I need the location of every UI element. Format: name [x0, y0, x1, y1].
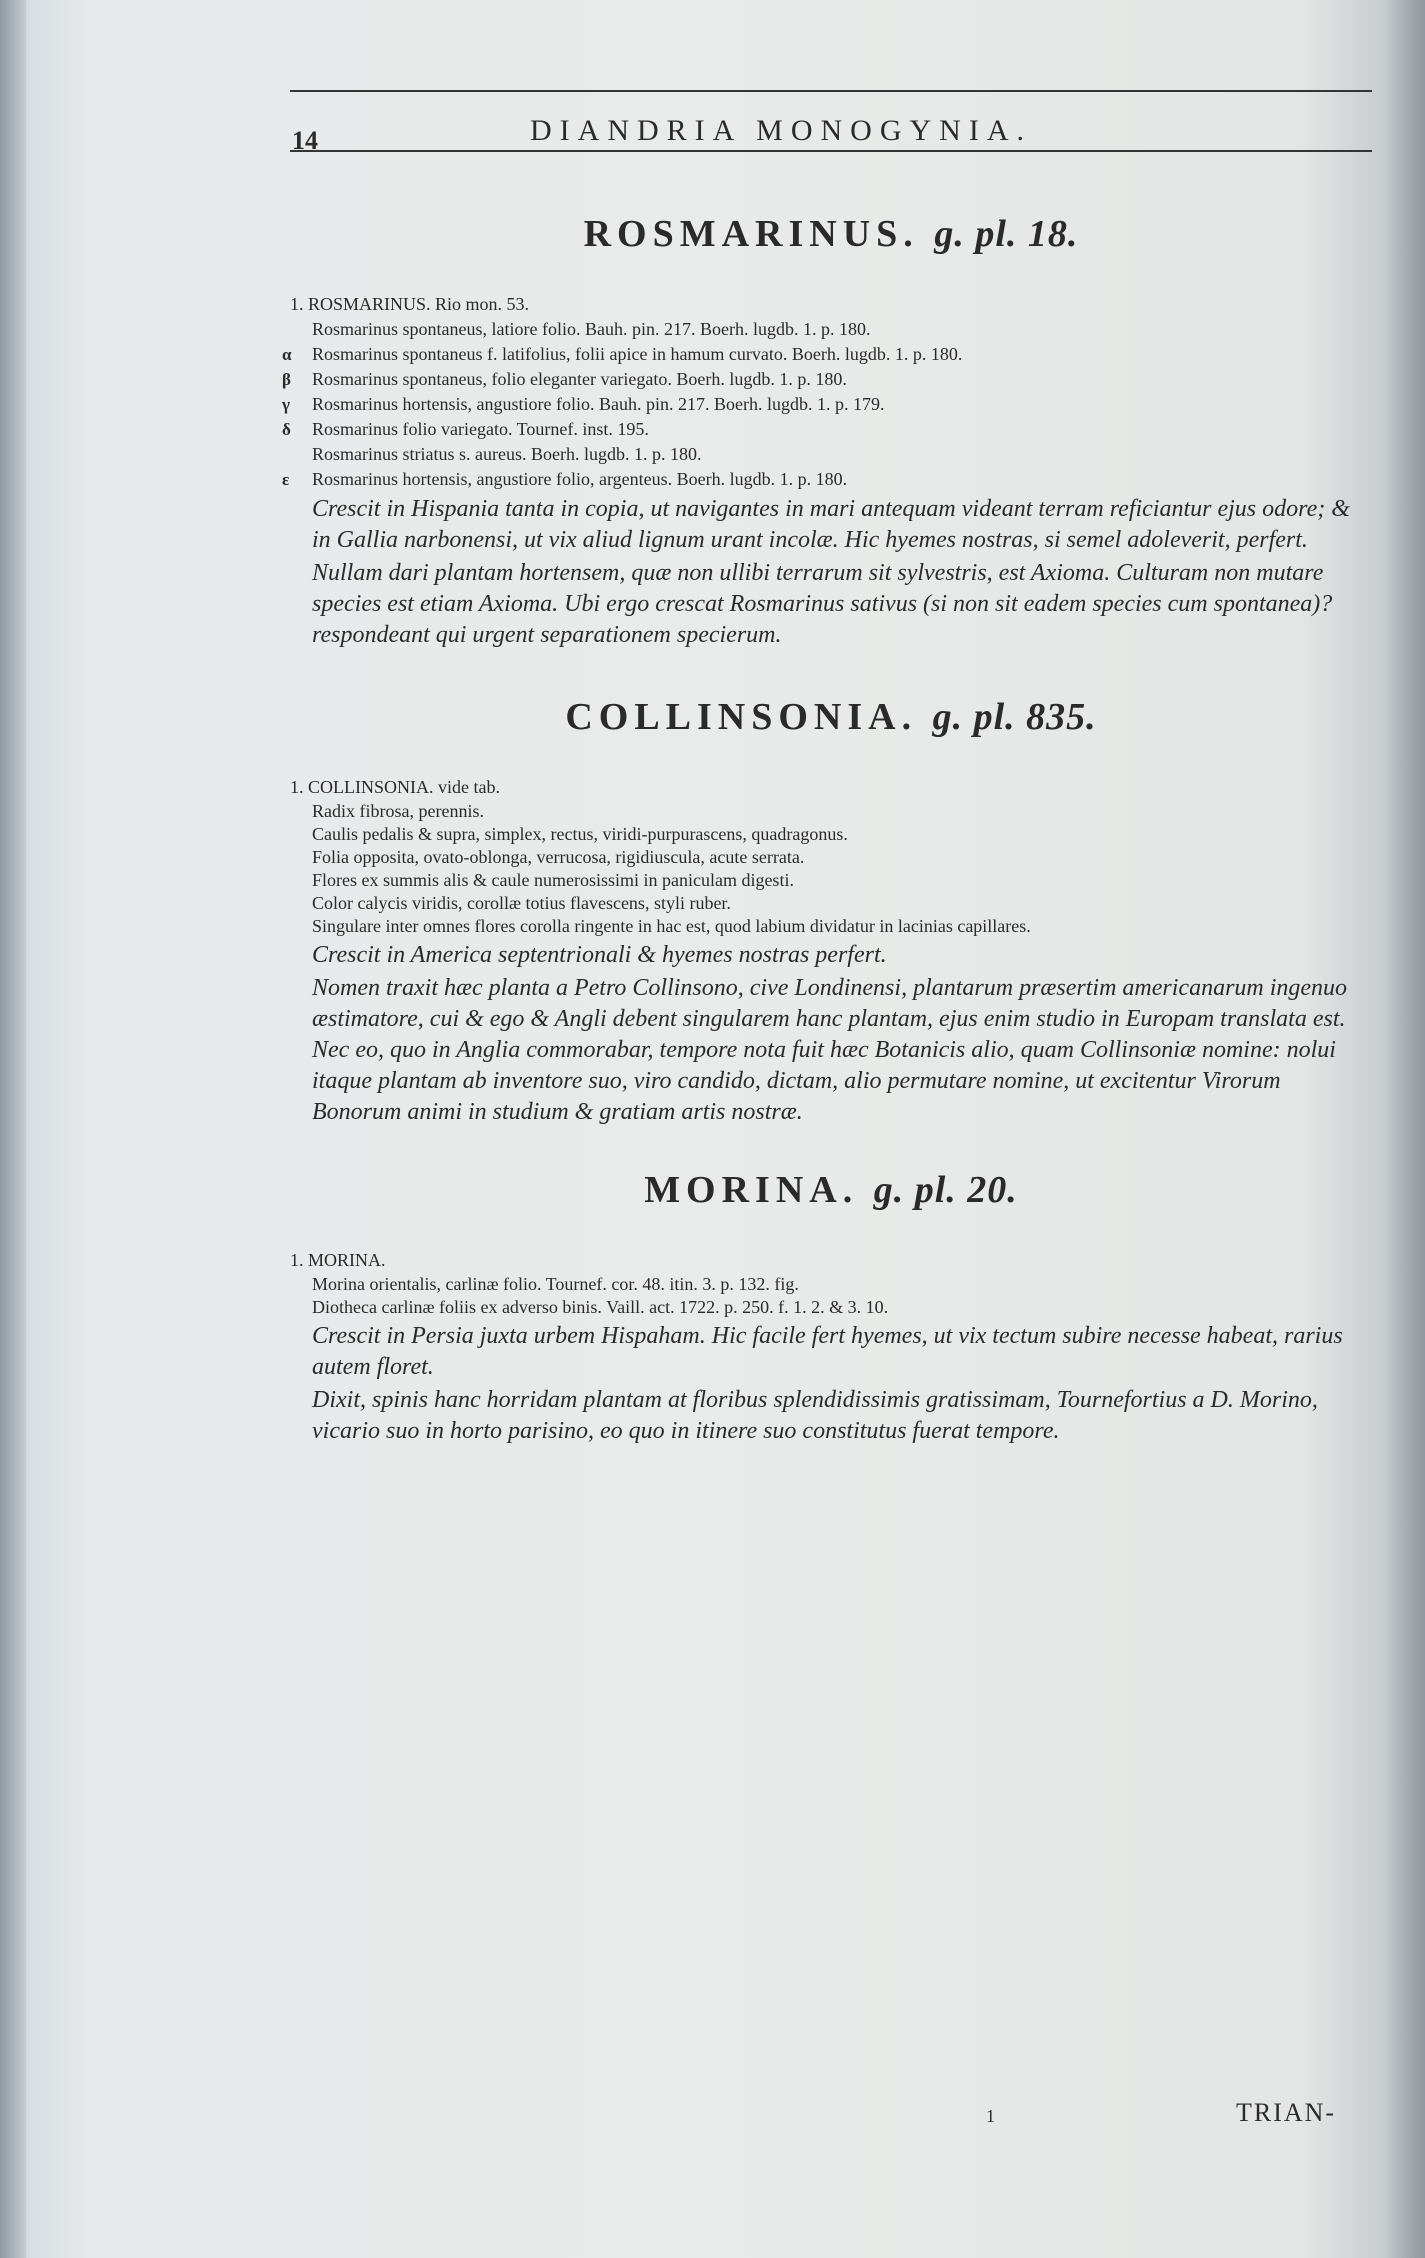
genus-name: ROSMARINUS. — [583, 213, 919, 255]
entry-line: 1. MORINA. — [290, 1250, 386, 1270]
genus-name: COLLINSONIA. — [565, 696, 918, 738]
variety-marker: γ — [282, 395, 290, 414]
description-line: Morina orientalis, carlinæ folio. Tournef. cor. 48. itin. 3. p. 132. fig. — [312, 1274, 799, 1294]
entry-line: Rosmarinus striatus s. aureus. Boerh. lugdb. 1. p. 180. — [312, 444, 702, 464]
entry-line: ε Rosmarinus hortensis, angustiore folio, argenteus. Boerh. lugdb. 1. p. 180. — [290, 467, 1372, 492]
page-header — [290, 92, 1372, 155]
habitat-paragraph: Crescit in America septentrionali & hyemes nostras perfert. — [312, 942, 887, 968]
genus-reference: g. pl. 835. — [932, 696, 1097, 738]
description-line: Diotheca carlinæ foliis ex adverso binis. Vaill. act. 1722. p. 250. f. 1. 2. & 3. 10. — [312, 1297, 889, 1317]
entry-line: δ Rosmarinus folio variegato. Tournef. inst. 195. — [290, 417, 1372, 442]
section-rosmarinus — [282, 212, 1372, 651]
entry-line: 1. ROSMARINUS. Rio mon. 53. — [290, 294, 530, 314]
running-title: DIANDRIA MONOGYNIA. — [530, 114, 1032, 147]
genus-reference: g. pl. 18. — [934, 213, 1079, 255]
description-line: Caulis pedalis & supra, simplex, rectus, viridi-purpurascens, quadragonus. — [312, 824, 848, 844]
signature-mark: 1 — [986, 2106, 995, 2126]
entry-line: β Rosmarinus spontaneus, folio eleganter variegato. Boerh. lugdb. 1. p. 180. — [290, 367, 1372, 392]
species-entries — [290, 1248, 1372, 1319]
species-entries — [282, 292, 1372, 492]
entry-line: γ Rosmarinus hortensis, angustiore folio. Bauh. pin. 217. Boerh. lugdb. 1. p. 179. — [290, 392, 1372, 417]
page-content — [282, 90, 1372, 1447]
description-line: Singulare inter omnes flores corolla ringente in hac est, quod labium dividatur in lacinias capillares. — [312, 916, 1031, 936]
genus-heading — [290, 212, 1372, 256]
description-line: Folia opposita, ovato-oblonga, verrucosa, rigidiuscula, acute serrata. — [312, 847, 805, 867]
variety-marker: α — [282, 345, 292, 364]
description-line: Color calycis viridis, corollæ totius flavescens, styli ruber. — [312, 893, 731, 913]
habitat-paragraph: Crescit in Hispania tanta in copia, ut navigantes in mari antequam videant terram reficiantur ejus odore; & in Gallia narbonensi, ut vix aliud lignum urant incolæ. Hic hyemes nostras, si semel adoleverit, perfert. — [312, 496, 1350, 553]
section-morina — [290, 1168, 1372, 1447]
variety-marker: ε — [282, 470, 290, 489]
commentary-paragraph: Nullam dari plantam hortensem, quæ non ullibi terrarum sit sylvestris, est Axioma. Culturam non mutare species est etiam Axioma. Ubi ergo crescat Rosmarinus sativus (si non sit eadem species cum spontanea)? respondeant qui urgent separationem specierum. — [312, 560, 1333, 648]
habitat-paragraph: Crescit in Persia juxta urbem Hispaham. Hic facile fert hyemes, ut vix tectum subire necesse habeat, rarius autem floret. — [312, 1323, 1343, 1380]
entry-line: Rosmarinus spontaneus, latiore folio. Bauh. pin. 217. Boerh. lugdb. 1. p. 180. — [312, 319, 871, 339]
genus-name: MORINA. — [644, 1169, 859, 1211]
genus-heading — [290, 1168, 1372, 1212]
genus-reference: g. pl. 20. — [873, 1169, 1018, 1211]
catchword: TRIAN- — [1236, 2098, 1337, 2127]
commentary-paragraph: Dixit, spinis hanc horridam plantam at floribus splendidissimis gratissimam, Tournefortius a D. Morino, vicario suo in horto parisino, eo quo in itinere suo constitutus fuerat tempore. — [312, 1387, 1318, 1444]
section-collinsonia — [290, 695, 1372, 1128]
book-spine-shadow — [0, 0, 26, 2258]
header-bottom-rule — [290, 150, 1372, 152]
page-number: 14 — [292, 126, 318, 155]
variety-marker: β — [282, 370, 291, 389]
description-line: Flores ex summis alis & caule numerosissimi in paniculam digesti. — [312, 870, 794, 890]
description-line: Radix fibrosa, perennis. — [312, 801, 484, 821]
species-entries — [290, 775, 1372, 938]
page-edge-shadow — [1385, 0, 1425, 2258]
entry-line: α Rosmarinus spontaneus f. latifolius, folii apice in hamum curvato. Boerh. lugdb. 1. p. 180. — [290, 342, 1372, 367]
variety-marker: δ — [282, 420, 291, 439]
commentary-paragraph: Nomen traxit hæc planta a Petro Collinsono, cive Londinensi, plantarum præsertim americanarum ingenuo æstimatore, cui & ego & Angli debent singularem hanc plantam, ejus enim studio in Europam translata est. Nec eo, quo in Anglia commorabar, tempore nota fuit hæc Botanicis alio, quam Collinsoniæ nomine: nolui itaque plantam ab inventore suo, viro candido, dictam, alio permutare nomine, ut excitentur Virorum Bonorum animi in studium & gratiam artis nostræ. — [312, 975, 1348, 1125]
entry-line: 1. COLLINSONIA. vide tab. — [290, 777, 500, 797]
genus-heading — [290, 695, 1372, 739]
